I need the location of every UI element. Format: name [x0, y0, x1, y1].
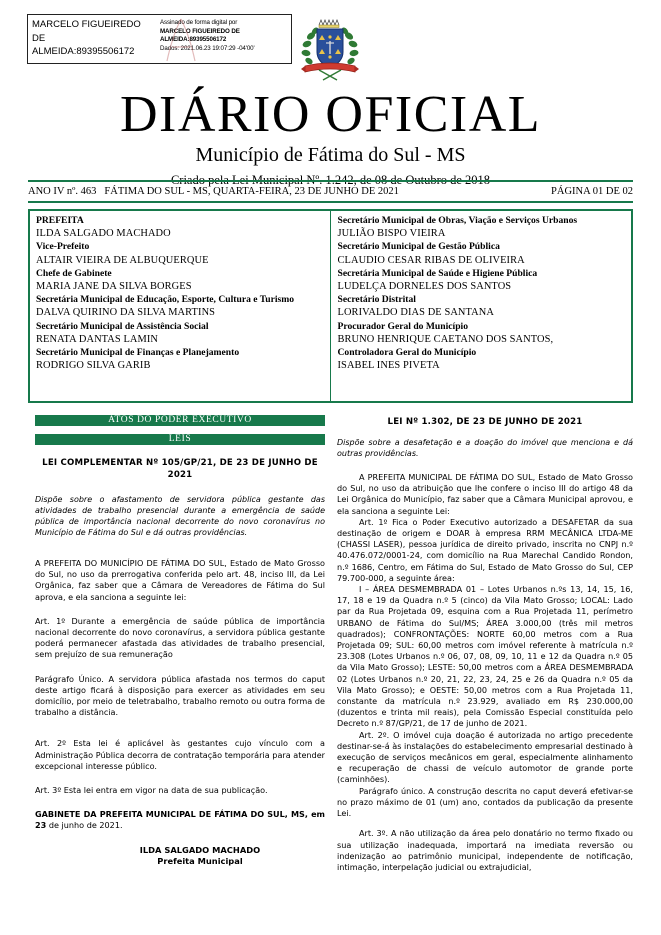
left-law-gabinete-rest: de junho de 2021. — [46, 820, 123, 831]
left-law-ementa: Dispõe sobre o afastamento de servidora pública gestante das atividades de trabalho presencial durante a emergência de saúde pública de importância nacional decorrente do novo coronavírus no Município de Fátima do Sul e dá outras providências. — [35, 495, 325, 537]
official-name: DALVA QUIRINO DA SILVA MARTINS — [36, 307, 216, 319]
signature-details — [156, 15, 291, 63]
official-name: ISABEL INES PIVETA — [337, 360, 440, 372]
left-column — [35, 457, 325, 868]
right-law-preamble: A PREFEITA MUNICIPAL DE FÁTIMA DO SUL, Estado de Mato Grosso do Sul, no uso da atribuição que lhe confere o inciso III do artigo 48 da Lei Orgânica do Município, faz saber que a Câmara Municipal aprovou, e ela sanciona a seguinte Lei: — [337, 472, 633, 516]
right-law-paragrafo-unico: Parágrafo único. A construção descrita no caput deverá efetivar-se no prazo máximo de 01 (um) ano, contados da publicação da presente Lei. — [337, 785, 633, 819]
masthead-subtitle: Município de Fátima do Sul - MS — [195, 144, 466, 166]
official-name: RODRIGO SILVA GARIB — [36, 360, 151, 372]
official-role: Secretário Municipal de Finanças e Planejamento — [36, 347, 240, 359]
official-role: Secretário Municipal de Obras, Viação e Serviços Urbanos — [337, 215, 578, 226]
officials-column-right — [331, 211, 632, 401]
left-law-paragrafo-unico: Parágrafo Único. A servidora pública afastada nos termos do caput deste artigo ficará à disposição para exercer as atividades em seu domicílio, por meio de teletrabalho, trabalho remoto ou outra forma de trabalho a distância. — [35, 673, 325, 718]
left-law-gabinete-bold: GABINETE DA PREFEITA MUNICIPAL DE FÁTIMA DO SUL, MS, em 23 — [35, 809, 325, 831]
official-name: RENATA DANTAS LAMIN — [36, 333, 159, 345]
signature-detail-line-2: MARCELO FIGUEIREDO DE — [160, 27, 240, 35]
left-law-art3: Art. 3º Esta lei entra em vigor na data de sua publicação. — [35, 785, 268, 796]
left-law-art2: Art. 2º Esta lei é aplicável às gestantes cujo vínculo com a Administração Pública decorra de contratação temporária para atender excepcional interesse público. — [35, 738, 325, 771]
section-bar-atos-poder-executivo: ATOS DO PODER EXECUTIVO — [35, 415, 325, 426]
official-role: Chefe de Gabinete — [36, 267, 112, 279]
page-title: DIÁRIO OFICIAL — [119, 86, 542, 143]
left-law-title: LEI COMPLEMENTAR Nº 105/GP/21, DE 23 DE JUNHO DE 2021 — [42, 458, 318, 480]
officials-box — [28, 209, 633, 403]
right-law-art3: Art. 3º. A não utilização da área pelo donatário no termo fixado ou sua utilização inadequada, importará na imediata reversão ou indenização ao patrimônio municipal, independente de notificação, intimação, interpelação judicial ou extrajudicial, — [337, 828, 633, 872]
official-role: Secretário Municipal de Assistência Social — [36, 320, 209, 332]
right-law-art2: Art. 2º. O imóvel cuja doação é autorizada no artigo precedente destinar-se-á às instalações do estabelecimento empresarial destinado à execução de serviços mecânicos em geral, especialmente alinhamento e recuperação de chassi de veículo automotor de grande porte (caminhões). — [337, 729, 633, 785]
signature-subject-line-3: ALMEIDA:89395506172 — [32, 46, 135, 57]
infobar — [28, 183, 633, 200]
official-name: ILDA SALGADO MACHADO — [36, 228, 171, 240]
official-name: CLAUDIO CESAR RIBAS DE OLIVEIRA — [337, 254, 525, 266]
signature-subject-line-2: DE — [32, 32, 46, 44]
official-role: Vice-Prefeito — [36, 241, 90, 253]
official-name: LUDELÇA DORNELES DOS SANTOS — [337, 281, 512, 293]
right-law-inciso-1: I – ÁREA DESMEMBRADA 01 – Lotes Urbanos n.ºs 13, 14, 15, 16, 17, 18 e 19 da Quadra n.º 5 (cinco) da Vila Mato Grosso; LOCAL: Lado par da Rua Projetada 09, esquina com a Rua Projetada 11, perímetro URBANO de Fátima do Sul/MS; ÁREA 3.000,00 (três mil metros quadrados); CONFRONTAÇÕES: NORTE 60,00 metros com a Rua Projetada 09; SUL: 60,00 metros com imóvel referente à matrícula n.º 23.308 (Lotes Urbanos n.º 06, 07, 08, 09, 10, 11 e 12 da Quadra n.º 05 da Vila Mato Grosso); LESTE: 50,00 metros com a ÁREA DESMEMBRADA 02 (Lotes Urbanos n.º 20, 21, 22, 23, 24, 25 e 26 da Quadra n.º 05 da Vila Mato Grosso); e OESTE: 50,00 metros com a Rua Projetada 11, constante da matrícula n.º 23.929, avaliado em R$ 230.000,00 (duzentos e trinta mil reais), pela Comissão Especial constituída pelo Decreto n.º 87/GP/21, de 17 de junho de 2021. — [337, 584, 633, 729]
left-law-art1: Art. 1º Durante a emergência de saúde pública de importância nacional decorrente do novo coronavírus, a servidora pública gestante poderá permanecer afastada das atividades de trabalho presencial, sem prejuízo de sua remuneração — [35, 615, 325, 660]
infobar-page-number: PÁGINA 01 DE 02 — [551, 186, 633, 197]
masthead — [0, 88, 661, 188]
infobar-rule-bottom — [28, 201, 633, 203]
right-law-title: LEI Nº 1.302, DE 23 DE JUNHO DE 2021 — [387, 417, 583, 427]
right-law-ementa: Dispõe sobre a desafetação e a doação do imóvel que menciona e dá outras providências. — [337, 438, 633, 458]
signature-swirl-icon — [164, 17, 198, 63]
signature-detail-line-1: Assinado de forma digital por — [160, 19, 238, 26]
signature-subject-line-1: MARCELO FIGUEIREDO — [32, 19, 141, 30]
right-column — [337, 416, 633, 873]
right-law-art1: Art. 1º Fica o Poder Executivo autorizado a DESAFETAR da sua destinação de origem e DOAR à empresa RRM MECÂNICA LTDA-ME (CHASSI LASER), pessoa jurídica de direito privado, inscrita no CNPJ n.º 40.476.072/0001-24, com domicílio na Rua Marechal Candido Rondon, n.º 1686, Centro, em Fátima do Sul, Estado de Mato Grosso do Sul, CEP 79.700-000, a seguinte área: — [337, 516, 633, 583]
left-law-gabinete — [35, 809, 325, 831]
infobar-year: ANO IV nº. 463 — [28, 186, 97, 197]
official-role: Secretária Municipal de Saúde e Higiene Pública — [337, 267, 538, 279]
left-law-signer-name: ILDA SALGADO MACHADO — [139, 844, 261, 855]
official-role: Secretário Municipal de Gestão Pública — [337, 241, 500, 253]
signature-subject — [28, 15, 156, 63]
infobar-place-date: FÁTIMA DO SUL - MS, QUARTA-FEIRA, 23 DE JUNHO DE 2021 — [104, 186, 399, 197]
official-role: Controladora Geral do Município — [337, 347, 477, 359]
official-name: LORIVALDO DIAS DE SANTANA — [337, 307, 494, 319]
official-name: MARIA JANE DA SILVA BORGES — [36, 281, 192, 293]
official-name: BRUNO HENRIQUE CAETANO DOS SANTOS, — [337, 333, 554, 345]
infobar-left — [28, 186, 399, 197]
signature-detail-line-4: Dados: 2021.06.23 19:07:29 -04'00' — [160, 44, 255, 52]
municipal-coat-of-arms-icon — [297, 16, 363, 84]
section-bar-leis: LEIS — [35, 434, 325, 445]
official-role: Secretária Municipal de Educação, Esporte, Cultura e Turismo — [36, 294, 295, 306]
official-role: PREFEITA — [36, 215, 84, 226]
officials-column-left — [30, 211, 331, 401]
official-name: ALTAIR VIEIRA DE ALBUQUERQUE — [36, 254, 209, 266]
signature-detail-line-3: ALMEIDA:89395506172 — [160, 36, 227, 44]
left-law-signer-title: Prefeita Municipal — [157, 856, 243, 867]
digital-signature-stamp — [27, 14, 292, 64]
official-role: Secretário Distrital — [337, 294, 416, 306]
official-role: Procurador Geral do Município — [337, 320, 468, 332]
official-name: JULIÃO BISPO VIEIRA — [337, 228, 446, 240]
infobar-rule-top — [28, 180, 633, 182]
left-law-preamble: A PREFEITA DO MUNICÍPIO DE FÁTIMA DO SUL, Estado de Mato Grosso do Sul, no uso da prerrogativa conferida pelo art. 48, inciso III, da Lei Orgânica, faz saber que a Câmara de Vereadores de Fátima do Sul aprova, e ela sanciona a seguinte lei: — [35, 558, 325, 602]
